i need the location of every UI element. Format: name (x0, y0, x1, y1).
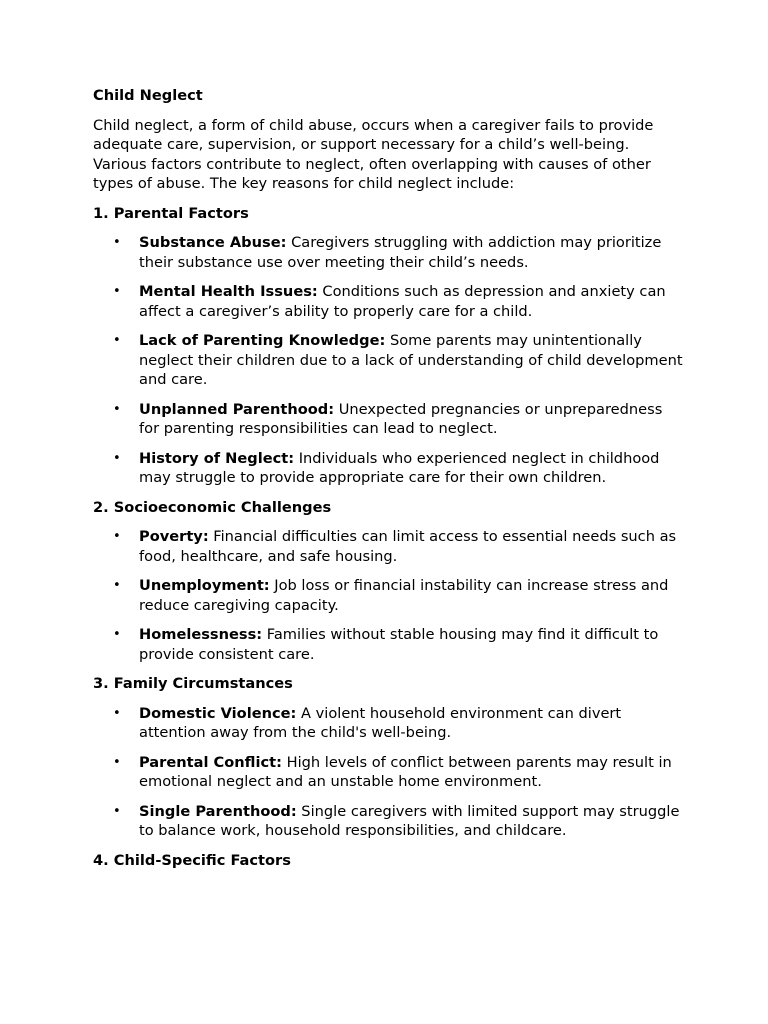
list-item (93, 400, 683, 439)
item-text: Families without stable housing may find it difficult to provide consistent care. (139, 626, 659, 663)
list-item (93, 753, 683, 792)
list-item (93, 576, 683, 615)
item-text: High levels of conflict between parents may result in emotional neglect and an unstable home environment. (139, 753, 672, 790)
item-text: Individuals who experienced neglect in childhood may struggle to provide appropriate care for their own children. (139, 449, 660, 486)
list-item (93, 527, 683, 566)
item-text: Conditions such as depression and anxiety can affect a caregiver’s ability to properly care for a child. (139, 283, 666, 320)
list-item (93, 282, 683, 321)
item-term: Domestic Violence: (139, 704, 297, 722)
section-socioeconomic-challenges (93, 498, 683, 665)
bullet-icon: • (113, 450, 121, 466)
bullet-icon: • (113, 284, 121, 299)
factor-list (93, 527, 683, 664)
item-text: Some parents may unintentionally neglect their children due to a lack of understanding of child development and care. (139, 332, 683, 388)
list-item (93, 704, 683, 743)
bullet-icon: • (113, 754, 121, 770)
item-term: Single Parenthood: (139, 802, 297, 820)
section-family-circumstances (93, 674, 683, 841)
item-text: A violent household environment can divert attention away from the child's well-being. (139, 704, 622, 741)
list-item (93, 331, 683, 390)
list-item (93, 625, 683, 664)
factor-list (93, 704, 683, 841)
bullet-icon: • (113, 803, 121, 819)
item-text: Caregivers struggling with addiction may prioritize their substance use over meeting their child’s needs. (139, 234, 662, 271)
item-term: Mental Health Issues: (139, 283, 318, 300)
list-item (93, 802, 683, 841)
item-term: Homelessness: (139, 626, 263, 643)
item-term: Parental Conflict: (139, 753, 282, 771)
section-parental-factors (93, 204, 683, 488)
document-page (93, 86, 683, 880)
item-term: Substance Abuse: (139, 234, 287, 251)
factor-list (93, 233, 683, 488)
item-text: Job loss or financial instability can increase stress and reduce caregiving capacity. (139, 577, 669, 614)
section-heading: 3. Family Circumstances (93, 675, 293, 692)
item-term: Unemployment: (139, 577, 270, 594)
section-heading: 1. Parental Factors (93, 204, 249, 222)
bullet-icon: • (113, 235, 121, 250)
item-text: Financial difficulties can limit access to essential needs such as food, healthcare, and safe housing. (139, 528, 677, 565)
list-item (93, 233, 683, 272)
item-term: Unplanned Parenthood: (139, 400, 335, 418)
item-term: History of Neglect: (139, 449, 295, 467)
bullet-icon: • (113, 705, 121, 721)
section-heading: 2. Socioeconomic Challenges (93, 498, 332, 516)
section-child-specific-factors (93, 851, 683, 871)
bullet-icon: • (113, 401, 121, 417)
list-item (93, 449, 683, 488)
bullet-icon: • (113, 529, 121, 544)
intro-paragraph: Child neglect, a form of child abuse, occurs when a caregiver fails to provide adequate care, supervision, or support necessary for a child’s well-being. Various factors contribute to neglect, often overlapping with causes of other types of abuse. The key reasons for child neglect include: (93, 116, 654, 192)
document-title: Child Neglect (93, 87, 203, 104)
item-text: Single caregivers with limited support may struggle to balance work, household responsibilities, and childcare. (139, 802, 680, 839)
bullet-icon: • (113, 627, 121, 642)
section-heading: 4. Child-Specific Factors (93, 851, 291, 869)
item-term: Poverty: (139, 528, 209, 545)
item-text: Unexpected pregnancies or unpreparedness for parenting responsibilities can lead to neglect. (139, 400, 663, 437)
item-term: Lack of Parenting Knowledge: (139, 332, 386, 349)
bullet-icon: • (113, 578, 121, 593)
bullet-icon: • (113, 333, 121, 348)
